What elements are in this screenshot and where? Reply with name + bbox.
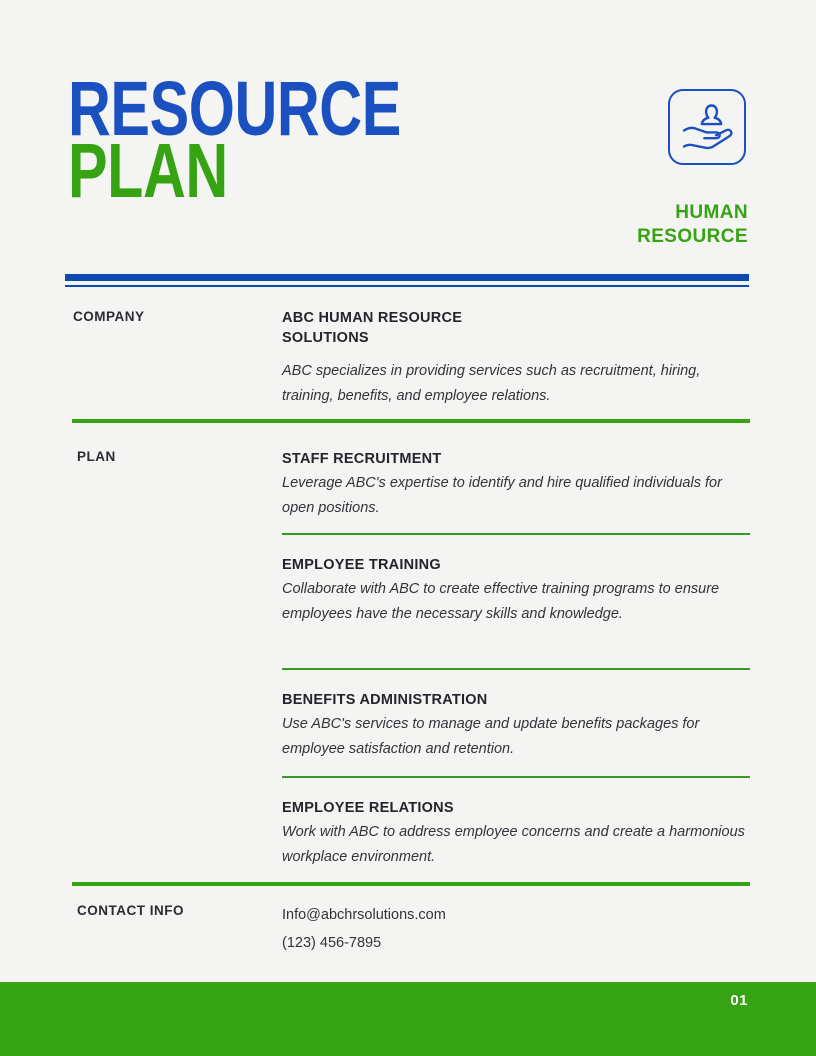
title-line-resource: RESOURCE [68,65,401,152]
header-tag-line-1: HUMAN [675,202,748,223]
plan-item [282,449,750,521]
company-name-line-2: SOLUTIONS [282,330,369,347]
divider-plan-item [282,776,750,778]
header-rule-thin [65,285,749,287]
document-header [0,0,816,275]
header-rule-thick [65,274,749,281]
divider-after-plan [72,882,750,886]
company-name [282,308,750,349]
plan-item-description: Work with ABC to address employee concerns and create a harmonious workplace environment. [282,824,745,866]
contact-phone[interactable]: (123) 456-7895 [282,935,382,952]
divider-plan-item [282,533,750,535]
page-title [68,65,455,215]
contact-content [282,901,750,958]
plan-item [282,690,750,762]
plan-item [282,798,750,870]
plan-item-description: Collaborate with ABC to create effective training programs to ensure employees have the necessary skills and knowledge. [282,581,720,623]
plan-item-title: BENEFITS ADMINISTRATION [282,692,488,708]
header-tag-line-2: RESOURCE [637,226,748,248]
company-description: ABC specializes in providing services such as recruitment, hiring, training, benefits, and employee relations. [282,362,701,404]
header-tag [637,201,748,249]
divider-after-company [72,419,750,423]
company-name-line-1: ABC HUMAN RESOURCE [282,310,463,326]
plan-item-title: EMPLOYEE RELATIONS [282,800,454,816]
plan-item-title: STAFF RECRUITMENT [282,451,442,467]
divider-plan-item [282,668,750,670]
plan-item-description: Use ABC's services to manage and update benefits packages for employee satisfaction and retention. [282,716,700,758]
contact-email[interactable]: Info@abchrsolutions.com [282,907,446,923]
hand-holding-person-icon [668,89,746,165]
company-content [282,308,750,409]
section-label-contact-info: CONTACT INFO [77,903,184,918]
plan-item-title: EMPLOYEE TRAINING [282,557,441,573]
plan-item [282,555,750,627]
page-number: 01 [730,992,748,1009]
plan-item-description: Leverage ABC's expertise to identify and hire qualified individuals for open positions. [282,475,722,517]
document-footer [0,982,816,1056]
title-line-plan: PLAN [68,127,228,215]
section-label-company: COMPANY [73,309,145,324]
section-label-plan: PLAN [77,449,116,464]
